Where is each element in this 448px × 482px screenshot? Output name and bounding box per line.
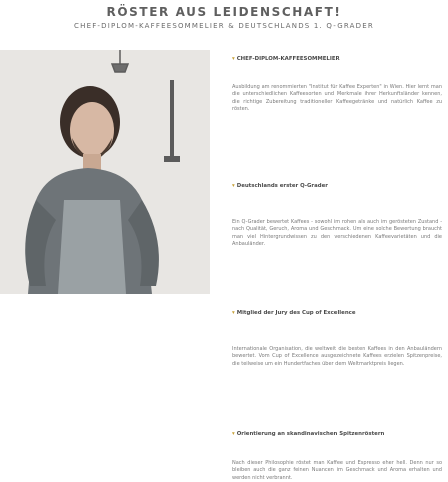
section-title-q-grader [232, 183, 328, 189]
portrait-photo [0, 50, 210, 294]
section-title-sommelier [232, 56, 340, 62]
chevron-down-icon: ▾ [232, 56, 235, 62]
section-title-text: Orientierung an skandinavischen Spitzenröstern [236, 431, 385, 437]
section-title-text: Deutschlands erster Q-Grader [236, 183, 328, 189]
section-text-sommelier: Ausbildung am renommierten "Institut für Kaffee Experten" in Wien. Hier lernt man die unterschiedlichen Kaffeesorten und Merkmale ihrer Herkunftsländer kennen, die richtige Zubereitung traditioneller Kaffeegetränke und natürlich Kaffee zu rösten. [232, 84, 442, 113]
page-subline: CHEF-DIPLOM-KAFFEESOMMELIER & DEUTSCHLANDS 1. Q-GRADER [74, 22, 374, 30]
section-text-jury: Internationale Organisation, die weltweit die besten Kaffees in den Anbauländern bewertet. Vom Cup of Excellence ausgezeichnete Kaffees erzielen Spitzenpreise, die teilweise um ein Hundertfaches über dem Weltmarktpreis liegen. [232, 346, 442, 367]
chevron-down-icon: ▾ [232, 310, 235, 316]
chevron-down-icon: ▾ [232, 431, 235, 437]
section-title-text: Mitglied der Jury des Cup of Excellence [236, 310, 356, 316]
section-title-text: CHEF-DIPLOM-KAFFEESOMMELIER [236, 56, 340, 62]
section-title-orientation [232, 431, 384, 437]
page-headline: RÖSTER AUS LEIDENSCHAFT! [106, 5, 342, 19]
section-text-q-grader: Ein Q-Grader bewertet Kaffees - sowohl im rohen als auch im gerösteten Zustand - nach Qualität, Geruch, Aroma und Geschmack. Um eine solche Bewertung braucht man viel Hintergrundwissen zu den verschiedenen Kaffeevarietäten und die Anbauländer. [232, 219, 442, 248]
section-title-jury [232, 310, 356, 316]
section-text-orientation: Nach dieser Philosophie röstet man Kaffee und Espresso eher hell. Denn nur so bleiben auch die ganz feinen Nuancen im Geschmack und Aroma erhalten und werden nicht verbrannt. [232, 460, 442, 481]
chevron-down-icon: ▾ [232, 183, 235, 189]
